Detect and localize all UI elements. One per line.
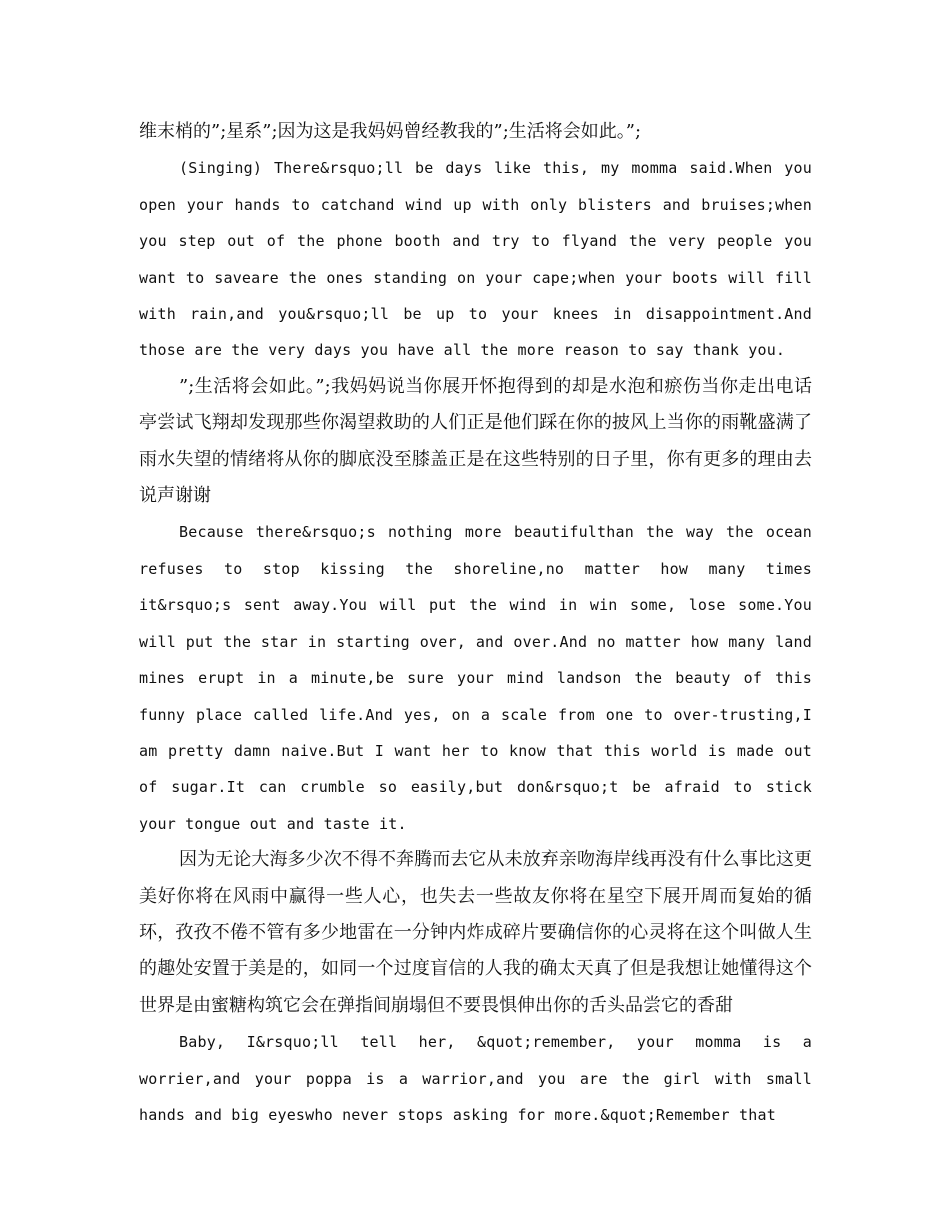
paragraph-cn-3: 因为无论大海多少次不得不奔腾而去它从未放弃亲吻海岸线再没有什么事比这更美好你将在风雨中赢得一些人心，也失去一些故友你将在星空下展开周而复始的循环，孜孜不倦不管有多少地雷在一分钟内炸成碎片要确信你的心灵将在这个叫做人生的趣处安置于美是的，如同一个过度盲信的人我的确太天真了但是我想让她懂得这个世界是由蜜糖构筑它会在弹指间崩塌但不要畏惧伸出你的舌头品尝它的香甜 <box>139 849 812 1016</box>
document-body <box>139 114 812 1133</box>
paragraph-en-3: Baby, I&rsquo;ll tell her, &quot;remember, your momma is a worrier,and your poppa is a warrior,and you are the girl with small hands and big eyeswho never stops asking for more.&quot;Remember that <box>139 1033 812 1124</box>
paragraph-en-2: Because there&rsquo;s nothing more beautifulthan the way the ocean refuses to stop kissing the shoreline,no matter how many times it&rsquo;s sent away.You will put the wind in win some, lose some.You will put the star in starting over, and over.And no matter how many land mines erupt in a minute,be sure your mind landson the beauty of this funny place called life.And yes, on a scale from one to over-trusting,I am pretty damn naive.But I want her to know that this world is made out of sugar.It can crumble so easily,but don&rsquo;t be afraid to stick your tongue out and taste it. <box>139 523 812 833</box>
paragraph-en-1: (Singing) There&rsquo;ll be days like this, my momma said.When you open your hands to catchand wind up with only blisters and bruises;when you step out of the phone booth and try to flyand the very people you want to saveare the ones standing on your cape;when your boots will fill with rain,and you&rsquo;ll be up to your knees in disappointment.And those are the very days you have all the more reason to say thank you. <box>139 159 812 360</box>
paragraph-cn-1: 维末梢的”;星系”;因为这是我妈妈曾经教我的”;生活将会如此。”; <box>139 121 642 142</box>
paragraph-cn-2: ”;生活将会如此。”;我妈妈说当你展开怀抱得到的却是水泡和瘀伤当你走出电话亭尝试飞翔却发现那些你渴望救助的人们正是他们踩在你的披风上当你的雨靴盛满了雨水失望的情绪将从你的脚底没至膝盖正是在这些特别的日子里，你有更多的理由去说声谢谢 <box>139 375 812 507</box>
